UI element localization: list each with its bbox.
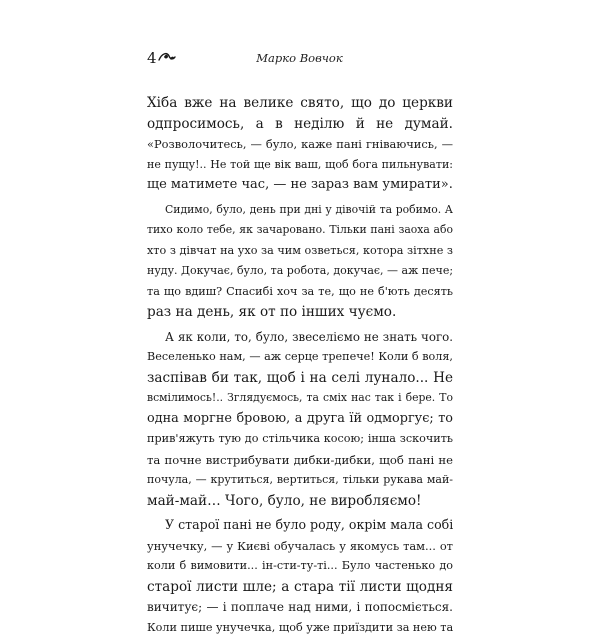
text-line: раз на день, як от по інших чуємо. (147, 304, 397, 320)
text-line: одна моргне бровою, а друга їй одморгує; то (147, 410, 453, 426)
text-line: не пущу!.. Не той ще вік ваш, щоб бога пильнувати: (147, 157, 453, 171)
page-number: 4 (147, 49, 157, 67)
page-header (147, 48, 452, 68)
paragraph (147, 200, 453, 323)
paragraph (147, 515, 453, 638)
paragraph (147, 93, 453, 196)
text-line: У старої пані не було роду, окрім мала собі (165, 517, 454, 532)
text-line: хто з дівчат на ухо за чим озветься, котора зітхне з (147, 243, 453, 257)
text-line: май-май… Чого, було, не виробляємо! (147, 492, 422, 509)
text-line: Веселенько нам, — аж серце трепече! Коли б воля, (147, 350, 453, 363)
text-line: та що вдиш? Спасибі хоч за те, що не б'ють десять (147, 284, 453, 298)
text-line: ще матимете час, — не зараз вам умирати». (147, 177, 453, 192)
text-line: всмілимось!.. Зглядуємось, та сміх нас так і бере. То (147, 391, 453, 404)
text-line: Коли пише унучечка, щоб уже приїздити за нею та (147, 620, 454, 634)
text-line: Сидимо, було, день при дні у дівочій та робимо. А (165, 202, 453, 216)
text-line: коли б вимовити... ін-сти-ту-ті... Було частенько до (147, 559, 453, 572)
running-title: Марко Вовчок (256, 51, 343, 65)
paragraph (147, 327, 453, 512)
text-line: та почне вистрибувати дибки-дибки, щоб пані не (147, 452, 453, 467)
text-line: вичитує; — і поплаче над ними, і попосміється. (147, 600, 453, 614)
text-line: тихо коло тебе, як зачаровано. Тільки пані заоха або (147, 223, 453, 236)
text-line: одпросимось, а в неділю й не думай. (147, 115, 453, 132)
text-line: нуду. Докучає, було, та робота, докучає, — аж пече; (147, 264, 454, 277)
text-line: унучечку, — у Києві обучалась у якомусь там... от (147, 538, 453, 553)
text-line: почула, — крутиться, вертиться, тільки рукава май- (147, 473, 453, 486)
text-line: Хіба вже на велике свято, що до церкви (147, 95, 453, 111)
text-line: А як коли, то, було, звеселіємо не знать чого. (165, 329, 453, 344)
text-line: старої листи шле; а стара тії листи щодня (147, 578, 453, 595)
body-text (147, 93, 453, 642)
text-line: прив'яжуть тую до стільчика косою; інша зскочить (147, 432, 453, 445)
text-line: заспівав би так, щоб і на селі лунало... Не (147, 369, 453, 386)
text-line: «Розволочитесь, — було, каже пані гніваючись, — (147, 137, 453, 151)
